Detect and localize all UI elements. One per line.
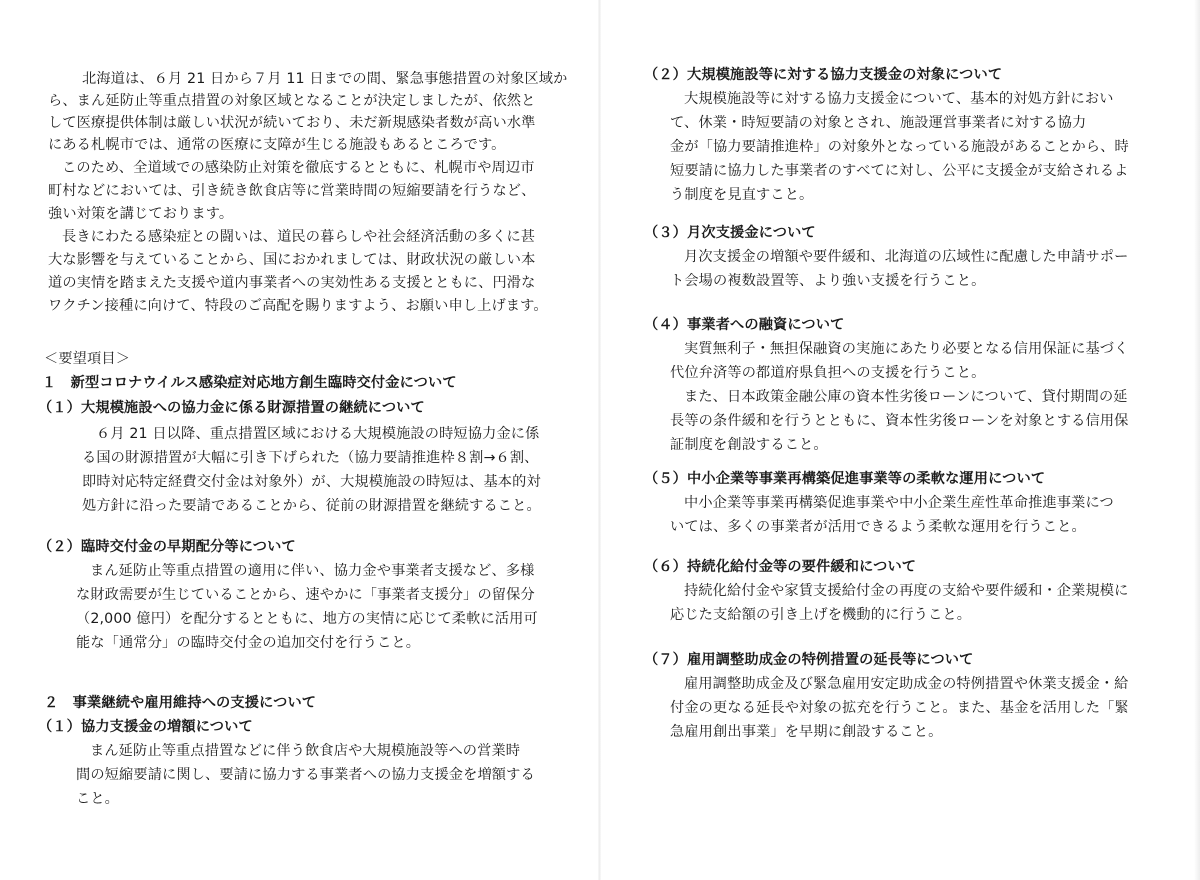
item4-line: 長等の条件緩和を行うとともに、資本性劣後ローンを対象とする信用保 — [670, 413, 1129, 429]
intro-line: して医療提供体制は厳しい状況が続いており、未だ新規感染者数が高い水準 — [48, 115, 536, 131]
item4-line: また、日本政策金融公庫の資本性劣後ローンについて、貸付期間の延 — [684, 389, 1128, 405]
intro-line: 北海道は、６月 21 日から７月 11 日までの間、緊急事態措置の対象区域か — [82, 71, 568, 87]
item7-title: （７）雇用調整助成金の特例措置の延長等について — [644, 652, 974, 668]
item4-line: 証制度を創設すること。 — [670, 437, 828, 453]
intro-line: 長きにわたる感染症との闘いは、道民の暮らしや社会経済活動の多くに甚 — [62, 229, 536, 245]
intro-line: 町村などにおいては、引き続き飲食店等に営業時間の短縮要請を行うなど、 — [48, 183, 536, 199]
intro-line: 強い対策を講じております。 — [48, 206, 234, 222]
s1-item2-title: （２）臨時交付金の早期配分等について — [38, 539, 296, 555]
item7-line: 急雇用創出事業」を早期に創設すること。 — [670, 724, 943, 740]
section1-title: １ 新型コロナウイルス感染症対応地方創生臨時交付金について — [42, 375, 457, 391]
item2-line: 金が「協力要請推進枠」の対象外となっている施設があることから、時 — [670, 139, 1129, 155]
item4-line: 実質無利子・無担保融資の実施にあたり必要となる信用保証に基づく — [684, 341, 1129, 357]
s2-item1-title: （１）協力支援金の増額について — [38, 719, 253, 735]
s1-item1-line: 即時対応特定経費交付金は対象外）が、大規模施設の時短は、基本的対 — [82, 474, 541, 490]
intro-line: 大な影響を与えていることから、国におかれましては、財政状況の厳しい本 — [48, 252, 536, 268]
s1-item1-title: （１）大規模施設への協力金に係る財源措置の継続について — [38, 400, 425, 416]
item2-line: 短要請に協力した事業者のすべてに対し、公平に支援金が支給されるよ — [670, 163, 1129, 179]
item7-line: 雇用調整助成金及び緊急雇用安定助成金の特例措置や休業支援金・給 — [684, 676, 1129, 692]
s1-item1-line: ６月 21 日以降、重点措置区域における大規模施設の時短協力金に係 — [96, 426, 540, 442]
request-heading: ＜要望項目＞ — [44, 351, 131, 367]
section2-title: ２ 事業継続や雇用維持への支援について — [44, 695, 317, 711]
item2-line: 大規模施設等に対する協力支援金について、基本的対処方針におい — [684, 91, 1114, 107]
s1-item1-line: 処方針に沿った要請であることから、従前の財源措置を継続すること。 — [82, 498, 541, 514]
intro-line: ら、まん延防止等重点措置の対象区域となることが決定しましたが、依然と — [48, 93, 536, 109]
item6-line: 応じた支給額の引き上げを機動的に行うこと。 — [670, 607, 972, 623]
s1-item2-line: な財政需要が生じていることから、速やかに「事業者支援分」の留保分 — [76, 587, 535, 603]
item4-title: （４）事業者への融資について — [644, 317, 845, 333]
item4-line: 代位弁済等の都道府県負担への支援を行うこと。 — [670, 365, 986, 381]
s1-item2-line: 能な「通常分」の臨時交付金の追加交付を行うこと。 — [76, 635, 421, 651]
right-page — [600, 0, 1200, 880]
item7-line: 付金の更なる延長や対象の拡充を行うこと。また、基金を活用した「緊 — [670, 700, 1129, 716]
item5-line: いては、多くの事業者が活用できるよう柔軟な運用を行うこと。 — [670, 519, 1086, 535]
item5-line: 中小企業等事業再構築促進事業や中小企業生産性革命推進事業につ — [684, 495, 1114, 511]
s2-item1-line: 間の短縮要請に関し、要請に協力する事業者への協力支援金を増額する — [76, 767, 535, 783]
s1-item2-line: まん延防止等重点措置の適用に伴い、協力金や事業者支援など、多様 — [90, 563, 535, 579]
item6-title: （６）持続化給付金等の要件緩和について — [644, 559, 917, 575]
item5-title: （５）中小企業等事業再構築促進事業等の柔軟な運用について — [644, 471, 1046, 487]
intro-line: このため、全道域での感染防止対策を徹底するとともに、札幌市や周辺市 — [62, 160, 535, 176]
item2-line: て、休業・時短要請の対象とされ、施設運営事業者に対する協力 — [670, 115, 1087, 131]
intro-line: ワクチン接種に向けて、特段のご高配を賜りますよう、お願い申し上げます。 — [48, 298, 548, 314]
s2-item1-line: こと。 — [76, 791, 120, 807]
s1-item1-line: る国の財源措置が大幅に引き下げられた（協力要請推進枠８割→６割、 — [82, 450, 539, 466]
s2-item1-line: まん延防止等重点措置などに伴う飲食店や大規模施設等への営業時 — [90, 743, 521, 759]
item2-title: （２）大規模施設等に対する協力支援金の対象について — [644, 67, 1003, 83]
item2-line: う制度を見直すこと。 — [670, 187, 814, 203]
scan-edge — [1194, 0, 1200, 880]
item3-line: 月次支援金の増額や要件緩和、北海道の広域性に配慮した申請サポー — [684, 249, 1129, 265]
s1-item2-line: （2,000 億円）を配分するとともに、地方の実情に応じて柔軟に活用可 — [76, 611, 538, 627]
intro-line: にある札幌市では、通常の医療に支障が生じる施設もあるところです。 — [48, 137, 506, 153]
intro-line: 道の実情を踏まえた支援や道内事業者への実効性ある支援とともに、円滑な — [48, 275, 536, 291]
item3-line: ト会場の複数設置等、より強い支援を行うこと。 — [670, 273, 986, 289]
item3-title: （３）月次支援金について — [644, 225, 816, 241]
item6-line: 持続化給付金や家賃支援給付金の再度の支給や要件緩和・企業規模に — [684, 583, 1129, 599]
